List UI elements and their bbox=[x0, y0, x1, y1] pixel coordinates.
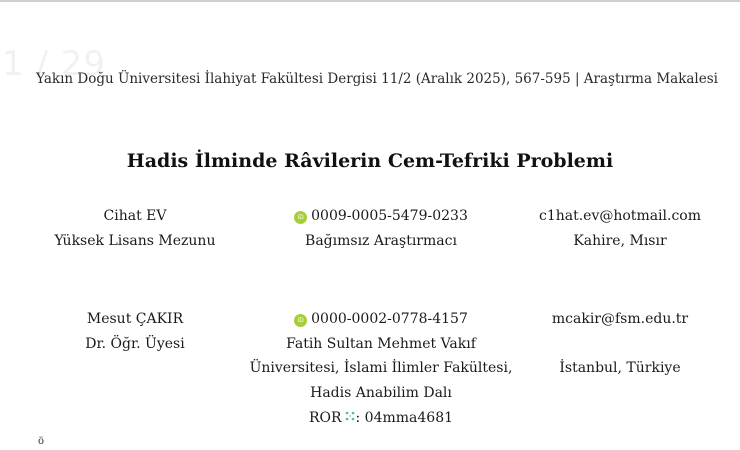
author-2-position: Dr. Öğr. Üyesi bbox=[85, 335, 185, 352]
author-1-affiliation: Bağımsız Araştırmacı bbox=[305, 232, 457, 249]
author-2-affiliation-line-1: Fatih Sultan Mehmet Vakıf bbox=[286, 335, 476, 352]
author-1-block bbox=[40, 204, 230, 253]
journal-citation-line: Yakın Doğu Üniversitesi İlahiyat Fakültesi Dergisi 11/2 (Aralık 2025), 567-595 | Araştırma Makalesi bbox=[36, 71, 718, 87]
ror-label: ROR bbox=[308, 410, 342, 426]
author-1-orcid-id[interactable]: 0009-0005-5479-0233 bbox=[311, 208, 468, 224]
author-2-ror-id[interactable]: : 04mma4681 bbox=[355, 410, 454, 426]
author-2-name: Mesut ÇAKIR bbox=[86, 311, 184, 327]
author-2-block bbox=[40, 307, 230, 356]
author-1-name: Cihat EV bbox=[103, 208, 167, 224]
author-1-email[interactable]: c1hat.ev@hotmail.com bbox=[538, 208, 702, 224]
author-2-affiliation-line-3: Hadis Anabilim Dalı bbox=[310, 384, 452, 401]
orcid-icon: iD bbox=[294, 211, 307, 224]
author-1-orcid[interactable] bbox=[236, 204, 526, 229]
ror-icon bbox=[345, 405, 355, 430]
author-2-orcid-id[interactable]: 0000-0002-0778-4157 bbox=[311, 311, 468, 327]
footer-mark: ö bbox=[38, 436, 45, 447]
article-title: Hadis İlminde Râvilerin Cem-Tefriki Problemi bbox=[126, 150, 614, 172]
author-2-ror[interactable] bbox=[236, 405, 526, 431]
author-2-affiliation-line-2: Üniversitesi, İslami İlimler Fakültesi, bbox=[249, 360, 513, 376]
orcid-icon: iD bbox=[294, 314, 307, 327]
author-1-contact-block bbox=[522, 204, 718, 253]
author-2-affiliation-block bbox=[236, 307, 526, 431]
author-2-orcid[interactable] bbox=[236, 307, 526, 332]
author-1-affiliation-block bbox=[236, 204, 526, 253]
author-2-location: İstanbul, Türkiye bbox=[559, 360, 681, 376]
page-number-watermark: 1 / 29 bbox=[2, 44, 106, 84]
top-border-line bbox=[0, 0, 740, 2]
author-1-location: Kahire, Mısır bbox=[573, 232, 667, 249]
author-2-email[interactable]: mcakir@fsm.edu.tr bbox=[551, 311, 689, 327]
author-1-position: Yüksek Lisans Mezunu bbox=[54, 232, 216, 249]
